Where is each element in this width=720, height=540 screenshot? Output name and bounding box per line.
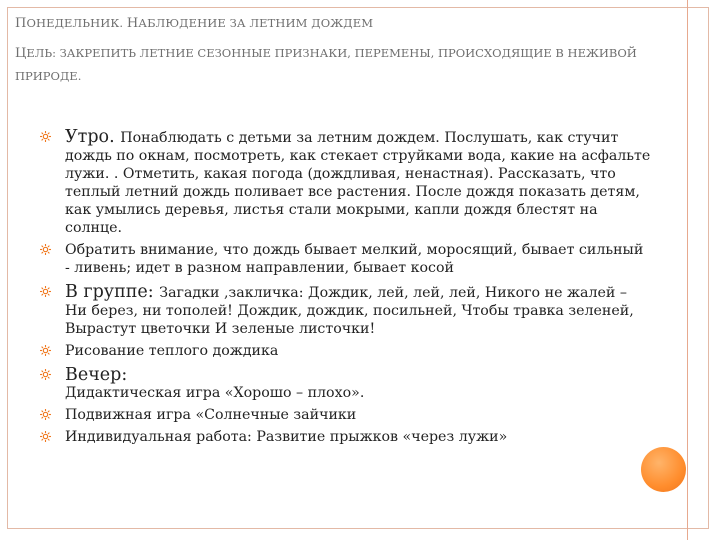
list-item-evening: [40, 366, 652, 402]
item-text: Дидактическая игра «Хорошо – плохо».: [65, 385, 365, 401]
slide-goal: ЦЕЛЬ: ЗАКРЕПИТЬ ЛЕТНИЕ СЕЗОННЫЕ ПРИЗНАКИ, ПЕРЕМЕНЫ, ПРОИСХОДЯЩИЕ В НЕЖИВОЙ ПРИРОДЕ.: [15, 46, 637, 83]
item-text: Рисование теплого дождика: [65, 343, 279, 359]
item-text: Обратить внимание, что дождь бывает мелкий, моросящий, бывает сильный - ливень; идет в разном направлении, бывает косой: [65, 242, 644, 276]
sun-bullet-icon: [40, 409, 51, 420]
item-lead: Вечер:: [65, 365, 128, 385]
slide-title: ПОНЕДЕЛЬНИК. НАБЛЮДЕНИЕ ЗА ЛЕТНИМ ДОЖДЕМ: [15, 16, 374, 31]
list-item-drawing: [40, 342, 652, 360]
item-lead: В группе:: [65, 282, 160, 302]
list-item-group: [40, 283, 652, 338]
list-item-individual: [40, 428, 652, 446]
sun-bullet-icon: [40, 131, 51, 142]
orange-circle-decoration: [641, 447, 686, 492]
sun-bullet-icon: [40, 345, 51, 356]
item-text: Понаблюдать с детьми за летним дождем. Послушать, как стучит дождь по окнам, посмотреть, как стекает струйками вода, какие на асфальте лужи. . Отметить, какая погода (дождливая, ненастная). Рассказать, что теплый летний дождь поливает все растения. После дождя показать детям, как умылись деревья, листья стали мокрыми, капли дождя блестят на солнце.: [65, 130, 651, 236]
item-text: Подвижная игра «Солнечные зайчики: [65, 407, 357, 423]
sun-bullet-icon: [40, 431, 51, 442]
bullet-list: [40, 128, 652, 446]
item-text: Индивидуальная работа: Развитие прыжков «через лужи»: [65, 429, 508, 445]
list-item-morning: [40, 128, 652, 237]
sun-bullet-icon: [40, 244, 51, 255]
sun-bullet-icon: [40, 286, 51, 297]
list-item-mobile-game: [40, 406, 652, 424]
item-text: Загадки ,закличка: Дождик, лей, лей, лей, Никого не жалей – Ни берез, ни тополей! Дождик, дождик, посильней, Чтобы травка зеленей, Вырастут цветочки И зеленые листочки!: [65, 285, 634, 337]
sun-bullet-icon: [40, 369, 51, 380]
accent-line: [687, 0, 688, 540]
list-item-attention: [40, 241, 652, 277]
item-lead: Утро.: [65, 127, 121, 147]
